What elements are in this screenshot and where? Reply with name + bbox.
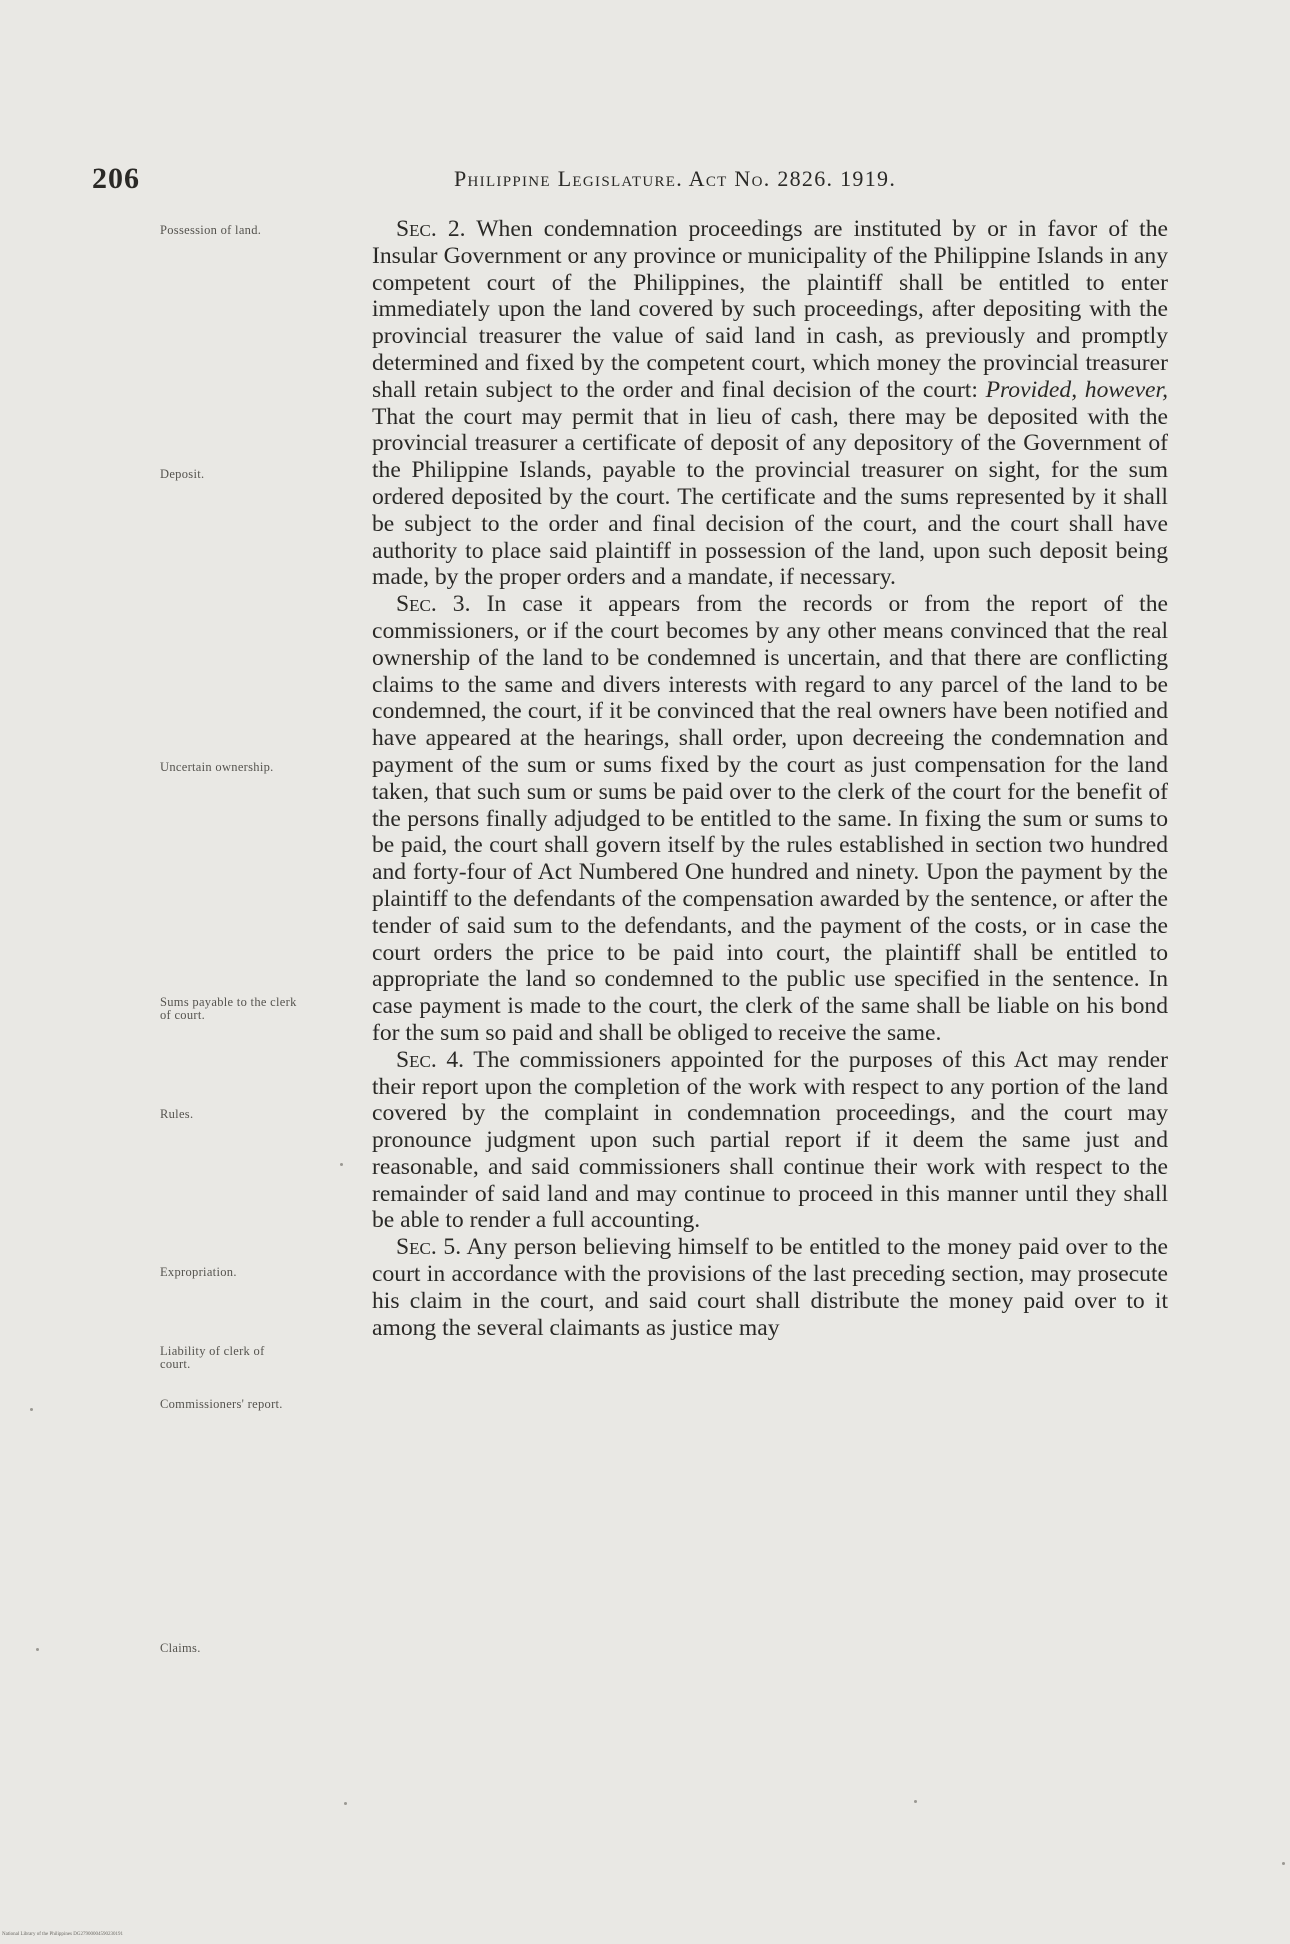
running-head: Philippine Legislature. Act No. 2826. 1919. [454,166,897,191]
side-note-sums-payable: Sums payable to the clerk of court. [160,995,297,1022]
scan-speck [914,1800,917,1803]
section-text: Any person believing himself to be entitled to the money paid over to the court in accordance with the provisions of the last preceding section, may prosecute his claim in the court, and said court shall distribute the money paid over to it among the several claimants as justice may [372,1234,1168,1341]
page-header [92,162,1108,202]
side-note-liability-clerk: Liability of clerk of court. [160,1344,265,1371]
section-3 [372,591,1168,1047]
section-text: When condemnation proceedings are instituted by or in favor of the Insular Government or any province or municipality of the Philippine Islands in any competent court of the Philippines, the plaintiff shall be entitled to enter immediately upon the land covered by such proceedings, after depositing with the provincial treasurer the value of said land in cash, as previously and promptly determined and fixed by the competent court, which money the provincial treasurer shall retain subject to the order and final decision of the court: [372,216,1168,403]
act-body-text [372,216,1168,1341]
scan-speck [344,1802,347,1805]
side-note-commissioners-report: Commissioners' report. [160,1397,283,1411]
section-2 [372,216,1168,591]
scan-speck [340,1163,343,1166]
side-note-possession: Possession of land. [160,223,262,237]
side-note-uncertain-ownership: Uncertain ownership. [160,760,274,774]
section-4 [372,1047,1168,1235]
section-label: Sec. 5. [396,1234,462,1261]
section-text: That the court may permit that in lieu of cash, there may be deposited with the provincial treasurer a certificate of deposit of any depository of the Government of the Philippine Islands, payable to the provincial treasurer on sight, for the sum ordered deposited by the court. The certificate and the sums represented by it shall be subject to the order and final decision of the court, and the court shall have authority to place said plaintiff in possession of the land, upon such deposit being made, by the proper orders and a mandate, if necessary. [372,403,1168,591]
side-note-claims: Claims. [160,1641,201,1655]
scan-footer: National Library of the Philippines DG27900004590230191 [2,1932,123,1937]
scan-speck [30,1408,33,1411]
side-note-expropriation: Expropriation. [160,1265,237,1279]
section-5 [372,1234,1168,1341]
proviso-text: Provided, however, [985,376,1168,403]
section-text: The commissioners appointed for the purposes of this Act may render their report upon the completion of the work with respect to any portion of the land covered by the complaint in condemnation proceedings, and the court may pronounce judgment upon such partial report if it deem the same just and reasonable, and said commissioners shall continue their work with respect to the remainder of said land and may continue to proceed in this manner until they shall be able to render a full accounting. [372,1046,1168,1234]
side-note-rules: Rules. [160,1107,194,1121]
side-note-deposit: Deposit. [160,467,205,481]
section-label: Sec. 2. [396,216,466,242]
section-label: Sec. 3. [396,591,471,618]
section-label: Sec. 4. [396,1046,465,1073]
section-text: In case it appears from the records or from the report of the commissioners, or if the court becomes by any other means convinced that the real ownership of the land to be condemned is uncertain, and that there are conflicting claims to the same and divers interests with regard to any parcel of the land to be condemned, the court, if it be convinced that the real owners have been notified and have appeared at the hearings, shall order, upon decreeing the condemnation and payment of the sum or sums fixed by the court as just compensation for the land taken, that such sum or sums be paid over to the clerk of the court for the benefit of the persons finally adjudged to be entitled to the same. In fixing the sum or sums to be paid, the court shall govern itself by the rules established in section two hundred and forty-four of Act Numbered One hundred and ninety. Upon the payment by the plaintiff to the defendants of the compensation awarded by the sentence, or after the tender of said sum to the defendants, and the payment of the costs, or in case the court orders the price to be paid into court, the plaintiff shall be entitled to appropriate the land so condemned to the public use specified in the sentence. In case payment is made to the court, the clerk of the same shall be liable on his bond for the sum so paid and shall be obliged to receive the same. [372,591,1168,1046]
scan-speck [36,1648,39,1651]
scan-speck [1282,1862,1285,1865]
page-number: 206 [92,162,140,195]
